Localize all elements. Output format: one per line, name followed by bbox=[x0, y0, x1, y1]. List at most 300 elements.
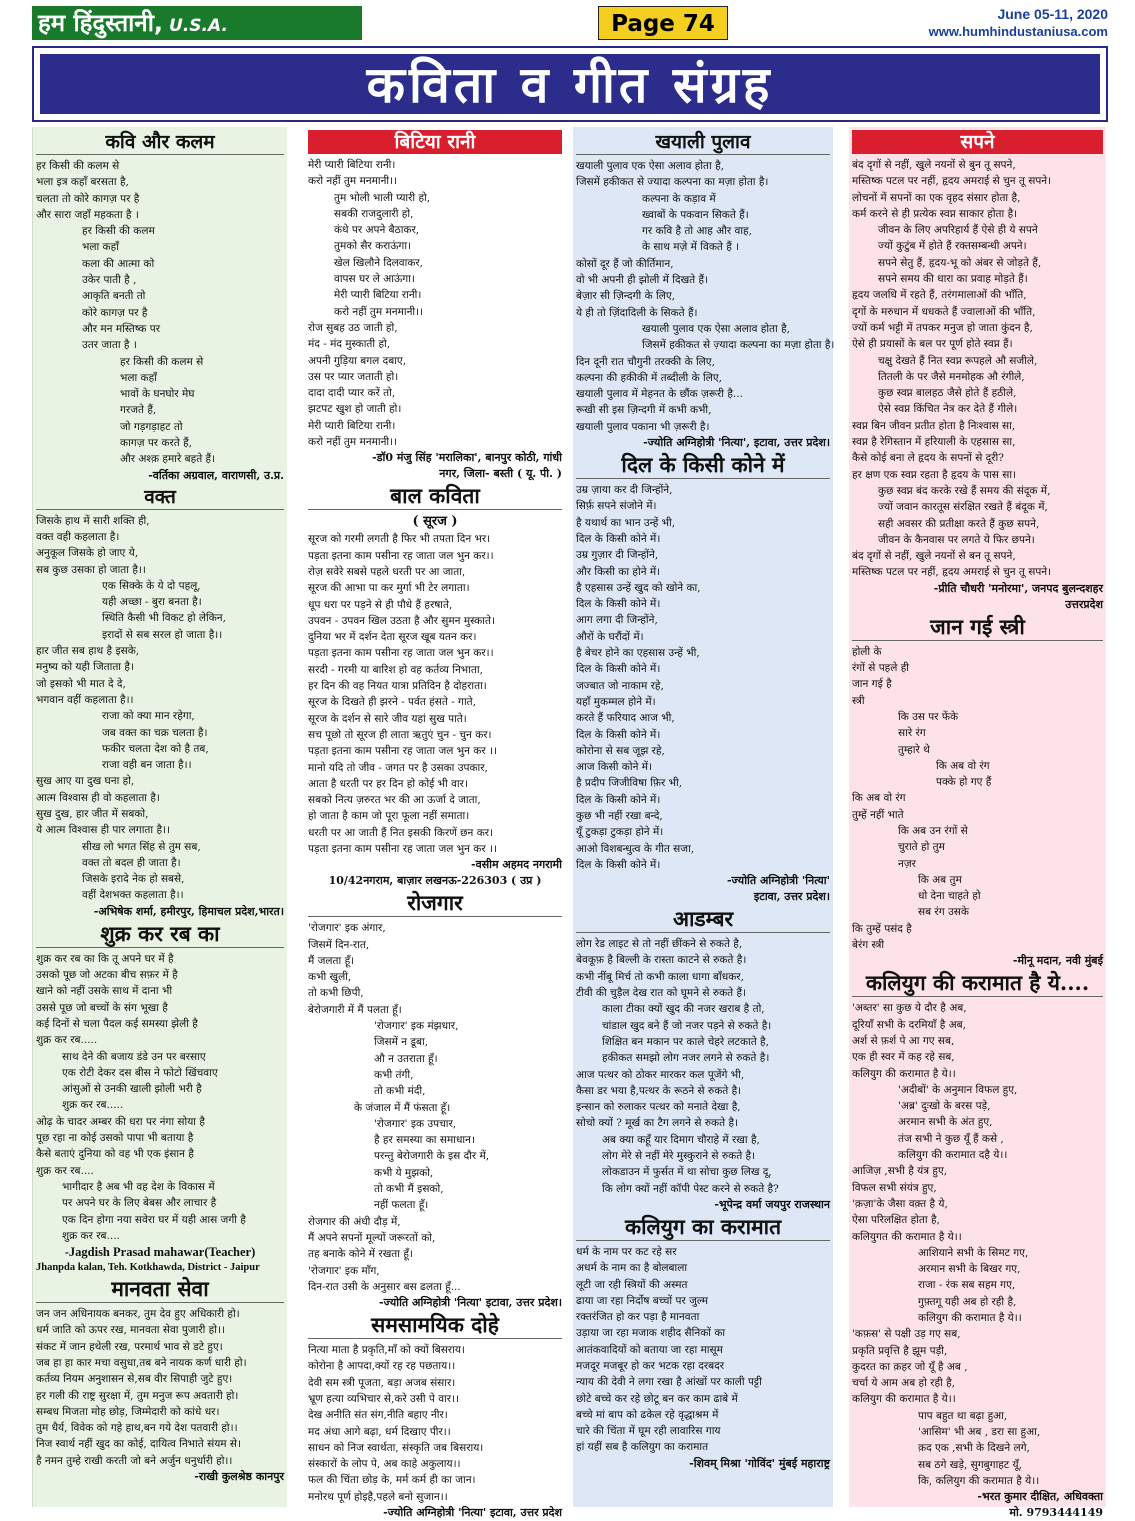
poem-author-address: इटावा, उत्तर प्रदेश। bbox=[753, 890, 830, 904]
poem-line: जिसमें हकीकत से ज़्यादा कल्पना का मज़ा होता है। bbox=[642, 339, 835, 352]
poem-line: कि उस पर फेंके bbox=[898, 710, 959, 723]
poem-line: हर क्षण एक स्वप्न रहता है हृदय के पास सा। bbox=[852, 468, 1017, 481]
poem-line: भ्रूण हत्या व्यभिचार से,करे उसी पे वार।। bbox=[308, 1393, 460, 1405]
poem-line: कल्पना के कड़ाव में bbox=[642, 192, 716, 205]
poem-line: पड़ता इतना काम पसीना रह जाता जल भुन कर ।। bbox=[308, 745, 497, 758]
poem-line: चक्षु देखते हैं नित स्वप्न रूपहले औ सजीले, bbox=[878, 354, 1038, 367]
poem-line: चुराते हो तुम bbox=[898, 841, 945, 854]
poem-line: रोज़ सवेरे सबसे पहले धरती पर आ जाता, bbox=[308, 565, 466, 578]
poem-line: मानो यदि तो जीव - जगत पर है उसका उपकार, bbox=[308, 761, 488, 774]
poem-line: औरों के घरौंदों में। bbox=[576, 630, 644, 643]
poem-kavi bbox=[36, 130, 284, 484]
poem-title: कलियुग का करामात bbox=[576, 1214, 830, 1241]
poem-line: करते हैं फरियाद आज भी, bbox=[576, 712, 675, 725]
poem-line: तितली के पर जैसे मनमोहक औ रंगीले, bbox=[878, 370, 1025, 383]
poem-waqt bbox=[36, 485, 284, 920]
poem-author: -मीनू मदान, नवी मुंबई bbox=[1012, 954, 1103, 968]
poem-title: शुक्र कर रब का bbox=[36, 921, 284, 948]
poem-dil bbox=[576, 452, 830, 905]
poem-line: सपने समय की धारा का प्रवाह मोड़ते हैं। bbox=[878, 273, 1028, 286]
poem-line: खयाली पुलाव पकाना भी ज़रूरी है। bbox=[576, 420, 710, 433]
poem-line: सिर्फ़ सपने संजोने में। bbox=[576, 500, 657, 513]
poem-line: आता है धरती पर हर दिन हो कोई भी वार। bbox=[308, 777, 468, 790]
poem-line: सब कुछ उसका हो जाता है।। bbox=[36, 563, 146, 576]
poem-line: दुनिया भर में दर्शन देता सूरज खूब यतन कर। bbox=[308, 631, 477, 644]
poem-line: वापस घर ले आऊंगा। bbox=[334, 273, 415, 286]
poem-line: है एहसास उन्हें खुद को खोने का, bbox=[576, 581, 701, 594]
poem-body bbox=[852, 1000, 1103, 1489]
poem-body bbox=[576, 1244, 830, 1456]
poem-line: एक रोटी देकर दस बीस ने फोटो खिंचवाए bbox=[62, 1066, 218, 1079]
poem-line: तुम्हें नहीं भाते bbox=[852, 808, 904, 821]
poem-line: उम्र गुज़ार दी जिन्होंने, bbox=[576, 549, 659, 562]
poem-line: छोटे बच्चे कर रहे छोटू बन कर काम ढाबे में bbox=[576, 1392, 738, 1405]
publication-name bbox=[32, 6, 362, 40]
poem-line: कंधे पर अपने बैठाकर, bbox=[334, 224, 420, 237]
poem-line: क़द एक ,सभी के दिखने लगे, bbox=[918, 1442, 1030, 1455]
poem-line: तुम्हारे थे bbox=[898, 743, 930, 756]
poem-line: भागीदार है अब भी वह देश के विकास में bbox=[62, 1180, 215, 1193]
poem-line: दादा दादी प्यार करें तो, bbox=[308, 387, 396, 400]
poem-line: चांडाल खुद बने हैं जो नजर पड़ने से रुकते है। bbox=[602, 1019, 772, 1032]
poem-line: बेरंग स्त्री bbox=[852, 939, 885, 952]
poem-title: कवि और कलम bbox=[36, 130, 284, 155]
poem-line: खयाली पुलाव में मेहनत के छौंक ज़रूरी है... bbox=[576, 388, 743, 401]
poem-line: पक्के हो गए हैं bbox=[936, 776, 992, 789]
poem-line: बंद दृगों से नहीं, खुले नयनों से बुन तू सपने, bbox=[852, 159, 1016, 171]
brand-suffix: U.S.A. bbox=[169, 16, 228, 36]
poem-baal bbox=[308, 483, 562, 889]
poem-line: इन्सान को रुलाकर पत्थर को मनाते देखा है, bbox=[576, 1101, 741, 1114]
poem-body bbox=[308, 531, 562, 857]
poem-line: 'रोजगार' इक मंझधार, bbox=[374, 1020, 459, 1033]
poem-author-address: 10/42नगराम, बाज़ार लखनऊ-226303 ( उप्र ) bbox=[328, 874, 542, 888]
poem-line: बेरोजगारी में मैं पलता हूँ। bbox=[308, 1003, 402, 1016]
column-3 bbox=[573, 127, 833, 1507]
poem-line: कई दिनों से चला पैदल कई समस्या झेली है bbox=[36, 1017, 198, 1030]
poem-line: राजा - रंक सब सहम गए, bbox=[918, 1279, 1016, 1292]
poem-line: रक्तरंजित हो कर पड़ा है मानवता bbox=[576, 1311, 700, 1324]
poem-line: उससे पूछ जो बच्चों के संग भूखा है bbox=[36, 1001, 168, 1014]
poem-line: एक सिक्के के ये दो पहलू, bbox=[102, 579, 201, 592]
poem-title: बाल कविता bbox=[308, 483, 562, 510]
poem-line: आग लगा दी जिन्होंने, bbox=[576, 614, 658, 627]
poem-line: जीवन के कैनवास पर लगते ये फिर छपने। bbox=[878, 533, 1035, 546]
poem-line: होली के bbox=[852, 645, 882, 658]
poem-line: कैसे बताएं दुनिया को वह भी एक इंसान है bbox=[36, 1148, 194, 1161]
poem-line: फकीर चलता देश को है तब, bbox=[102, 742, 209, 755]
poem-line: दिल के किसी कोने में। bbox=[576, 598, 661, 611]
poem-line: शुक्र कर रब का कि तू अपने घर में है bbox=[36, 952, 174, 965]
author-address: Jhanpda kalan, Teh. Kotkhawda, District - Jaipur bbox=[36, 1262, 260, 1274]
poem-line: कभी खुली, bbox=[308, 971, 352, 984]
poem-line: वक्त वही कहलाता है। bbox=[36, 530, 120, 543]
poem-line: सूरज के दिखते ही झरने - पर्वत हंसते - गाते, bbox=[308, 696, 477, 709]
column-4 bbox=[849, 127, 1106, 1520]
poem-line: खयाली पुलाव एक ऐसा अलाव होता है, bbox=[576, 160, 725, 172]
poem-line: कि अब वो रंग bbox=[936, 759, 990, 772]
poem-line: पड़ता इतना काम पसीना रह जाता जल भुन कर ।। bbox=[308, 842, 497, 855]
poem-line: मस्तिष्क पटल पर नहीं, हृदय अमराई से चुन तू सपने। bbox=[852, 175, 1052, 188]
poem-line: पर अपने घर के लिए बेबस और लाचार है bbox=[62, 1197, 217, 1210]
poem-rozgar bbox=[308, 890, 562, 1311]
poem-line: सीख लो भगत सिंह से तुम सब, bbox=[82, 840, 201, 853]
poem-line: दिल के किसी कोने में। bbox=[576, 793, 661, 806]
poem-body bbox=[576, 936, 830, 1197]
poem-line: जिसमें दिन-रात, bbox=[308, 938, 370, 951]
poem-line: शुक्र कर रब.... bbox=[36, 1164, 94, 1177]
poem-line: संकट में जान हथेली रख, परमार्थ भाव से डटे हुए। bbox=[36, 1340, 223, 1353]
poem-title: वक्त bbox=[36, 485, 284, 510]
masthead bbox=[32, 6, 1108, 42]
poem-author: -वसीम अहमद नगरामी bbox=[471, 858, 562, 872]
poem-line: देख अनीति संत संग,नीति बहाए नीर। bbox=[308, 1409, 448, 1422]
poem-line: धो देना चाहते हो bbox=[918, 890, 981, 903]
poem-line: नहीं फलता हूँ। bbox=[374, 1199, 429, 1212]
poem-line: तुमको सैर कराऊंगा। bbox=[334, 240, 412, 253]
poem-author: -Jagdish Prasad mahawar(Teacher) bbox=[64, 1245, 256, 1260]
poem-line: जान गई है bbox=[852, 678, 892, 691]
poem-line: सारे रंग bbox=[898, 727, 926, 740]
poem-title: समसामयिक दोहे bbox=[308, 1312, 562, 1339]
poem-kaliyug1 bbox=[576, 1214, 830, 1472]
poem-line: मनुष्य को यही जिताता है। bbox=[36, 661, 134, 674]
poem-line: स्वप्न बिन जीवन प्रतीत होता है निःश्वास सा, bbox=[852, 419, 1016, 432]
poem-line: हर दिन की वह नियत यात्रा प्रतिदिन है दोहराता। bbox=[308, 680, 487, 693]
poem-title: रोजगार bbox=[308, 890, 562, 917]
banner-background bbox=[40, 54, 1100, 114]
poem-line: नित्या माता है प्रकृति,माँ को क्यों बिसराय। bbox=[308, 1344, 465, 1357]
poem-line: दिन-रात उसी के अनुसार बस ढलता हूँ... bbox=[308, 1280, 461, 1293]
poem-line: चलता तो कोरे कागज़ पर है bbox=[36, 192, 140, 205]
poem-line: कभी नींबू मिर्च तो कभी काला धागा बाँधकर, bbox=[576, 970, 744, 983]
poem-line: करो नहीं तुम मनमानी।। bbox=[334, 305, 424, 318]
poem-line: सूरज के दर्शन से सारे जीव यहां सुख पाते। bbox=[308, 712, 467, 725]
poem-line: दिल के किसी कोने में। bbox=[576, 728, 661, 741]
poem-body bbox=[36, 513, 284, 904]
poem-line: 'कफ़स' से पक्षी उड़ गए सब, bbox=[852, 1328, 961, 1341]
poem-line: कलियुग की करामात है ये।। bbox=[852, 1067, 956, 1080]
poem-line: एक ही स्वर में कह रहे सब, bbox=[852, 1051, 955, 1064]
poem-line: 'क़ज़ा'के जैसा वक़्त है ये, bbox=[852, 1197, 948, 1210]
poem-line: खाने को नहीं उसके साथ में दाना भी bbox=[36, 985, 173, 998]
poem-line: अपनी गुड़िया बगल दबाए, bbox=[308, 354, 407, 367]
poem-line: सम्बध मिजता मोह छोड़, जिम्मेदारी को कांधे धर। bbox=[36, 1405, 220, 1418]
poem-line: ये ही तो ज़िंदादिली के सिकते हैं। bbox=[576, 306, 698, 319]
poem-line: जब हा हा कार मचा वसुधा,तब बने नायक कर्ण धारी हो। bbox=[36, 1357, 247, 1369]
poem-line: कोरोना से सब जूझ रहे, bbox=[576, 744, 665, 757]
poem-line: ज्यों कर्म भट्टी में तपकर मनुज हो जाता कुंदन है, bbox=[852, 321, 1033, 334]
poem-line: के जंजाल में मैं फंसता हूँ। bbox=[354, 1101, 451, 1114]
poem-line: भावों के घनघोर मेघ bbox=[120, 388, 195, 401]
poem-line: औ न उतराता हूँ। bbox=[374, 1052, 438, 1065]
poem-line: उम्र ज़ाया कर दी जिन्होंने, bbox=[576, 484, 673, 497]
poem-line: 'अब्र' दुःखो के बरस पड़े, bbox=[898, 1100, 991, 1113]
poem-kaliyug2 bbox=[852, 970, 1103, 1521]
poem-line: कुछ स्वप्न बंद करके रखे हैं समय की संदूक में, bbox=[878, 484, 1051, 497]
poem-line: करो नहीं तुम मनमानी।। bbox=[308, 175, 398, 188]
poem-line: टीवी की चुड़ैल देख रात को घूमने से रुकते हैं। bbox=[576, 987, 747, 1000]
poem-line: कि लोग क्यों नहीं कॉपी पेस्ट करने से रुकते है? bbox=[602, 1182, 779, 1195]
poem-line: नज़र bbox=[898, 857, 916, 870]
poem-author-address: नगर, जिला- बस्ती ( यू. पी. ) bbox=[439, 467, 562, 481]
poem-line: साथ देने की बजाय डंडे उन पर बरसाए bbox=[62, 1050, 206, 1063]
poem-line: शुक्र कर रब.... bbox=[62, 1229, 120, 1242]
poem-line: आज किसी कोने में। bbox=[576, 761, 653, 774]
poem-line: साधन को निज स्वार्थता, संस्कृति जब बिसराय। bbox=[308, 1441, 484, 1454]
poem-line: सूरज को गरमी लगती है फिर भी तपता दिन भर। bbox=[308, 533, 491, 546]
poem-line: खयाली पुलाव एक ऐसा अलाव होता है, bbox=[642, 322, 791, 335]
poem-line: हर गली की राष्ट्र सुरक्षा में, तुम मनुज रूप अवतारी हो। bbox=[36, 1389, 239, 1402]
poem-line: न्याय की देवी ने लगा रखा है आंखों पर काली पट्टी bbox=[576, 1376, 762, 1389]
poem-line: कल्पना की हकीकी में तब्दीली के लिए, bbox=[576, 371, 722, 384]
section-banner bbox=[32, 46, 1108, 122]
poem-line: कलियुग की करामात है ये।। bbox=[852, 1393, 956, 1406]
poem-line: कि, कलियुग की करामात है ये।। bbox=[918, 1474, 1040, 1487]
poem-line: निज स्वार्थ नहीं खुद का कोई, दायित्व निभाते संयम से। bbox=[36, 1438, 241, 1451]
website-link[interactable]: www.humhindustaniusa.com bbox=[928, 24, 1108, 39]
poem-line: सरदी - गरमी या बारिश हो वह कर्तव्य निभाता, bbox=[308, 663, 483, 676]
poem-line: लोग मेरे से नहीं मेरे मुस्कुराने से रुकते है। bbox=[602, 1150, 756, 1163]
poem-line: धूप धरा पर पड़ने से ही पौधे हैं हरषाते, bbox=[308, 598, 453, 611]
poem-line: हकीकत समझो लोग नजर लगने से रुकते है। bbox=[602, 1052, 770, 1065]
poem-line: स्थिति कैसी भी विकट हो लेकिन, bbox=[102, 612, 226, 625]
poem-author: -वर्तिका अग्रवाल, वाराणसी, उ.प्र. bbox=[148, 468, 284, 482]
poem-line: भला कहाँ bbox=[120, 371, 157, 384]
poem-line: मैं जलता हूँ। bbox=[308, 954, 355, 967]
poem-line: अनुकूल जिसके हो जाए ये, bbox=[36, 547, 139, 560]
poem-line: वहीं देशभक्त कहलाता है।। bbox=[82, 889, 184, 902]
poem-line: जज्बात जो नाकाम रहे, bbox=[576, 679, 664, 692]
poem-line: कुदरत का क़हर जो यूँ है अब , bbox=[852, 1360, 968, 1373]
poem-author-contact: मो. 9793444149 bbox=[1009, 1506, 1103, 1520]
poem-line: पड़ता इतना काम पसीना रह जाता जल भुन कर।। bbox=[308, 549, 494, 562]
poem-line: है हर समस्या का समाधान। bbox=[374, 1134, 475, 1147]
poem-line: मजदूर मजबूर हो कर भटक रहा दरबदर bbox=[576, 1360, 725, 1372]
poem-line: हर किसी की कलम bbox=[82, 225, 155, 238]
poem-line: कैसा डर भया है,पत्थर के रूठने से रुकते है। bbox=[576, 1084, 742, 1097]
poem-line: ये आत्म विश्वास ही पार लगाता है।। bbox=[36, 824, 171, 837]
poem-line: धरती पर आ जाती हैं नित इसकी किरणें छन कर। bbox=[308, 826, 494, 839]
poem-line: जन जन अधिनायक बनकर, तुम देव हुए अधिकारी हो। bbox=[36, 1308, 240, 1321]
poem-line: भला कहाँ bbox=[82, 241, 119, 254]
poem-line: सपने सेतु हैं, हृदय-भू को अंबर से जोड़ते हैं, bbox=[878, 256, 1042, 269]
poem-line: सबकी राजदुलारी हो, bbox=[334, 207, 414, 220]
poem-line: मद अंधा आगे बढ़ा, धर्म दिखाए पीर।। bbox=[308, 1425, 451, 1438]
poem-line: हार जीत सब हाथ है इसके, bbox=[36, 645, 140, 658]
poem-line: ऐसे स्वप्न किंचित नेत्र कर देते हैं गीले। bbox=[878, 403, 1018, 416]
poem-line: आओ विशबन्धुत्व के गीत सजा, bbox=[576, 842, 695, 855]
poem-line: बेवकूफ़ है बिल्ली के रास्ता काटने से रुकते है। bbox=[576, 954, 747, 967]
poem-line: के साथ मज़े में विकते हैं । bbox=[642, 241, 740, 254]
poem-line: संस्कारों के लोप पे, अब काहे अकुलाय।। bbox=[308, 1458, 461, 1471]
poem-title: सपने bbox=[852, 130, 1103, 154]
poem-line: आज पत्थर को ठोकर मारकर कल पूजेंगे भी, bbox=[576, 1068, 745, 1081]
poem-line: परन्तु बेरोजगारी के इस दौर में, bbox=[374, 1150, 490, 1163]
poem-line: धर्म के नाम पर कट रहे सर bbox=[576, 1245, 677, 1258]
poem-author: -राखी कुलश्रेष्ठ कानपुर bbox=[194, 1470, 284, 1484]
poem-line: यही अच्छा - बुरा बनता है। bbox=[102, 596, 202, 609]
poem-line: तो कभी छिपी, bbox=[308, 987, 364, 1000]
poem-line: कभी तंगी, bbox=[374, 1068, 414, 1081]
poem-body bbox=[308, 157, 562, 450]
poem-line: आंसुओं से उनकी खाली झोली भरी है bbox=[62, 1083, 202, 1096]
poem-line: मेरी प्यारी बिटिया रानी। bbox=[308, 419, 396, 432]
poem-line: दिल के किसी कोने में। bbox=[576, 663, 661, 676]
poem-line: रूखी सी इस ज़िन्दगी में कभी कभी, bbox=[576, 404, 712, 417]
poem-line: कला की आत्मा को bbox=[82, 257, 155, 270]
poem-line: भगवान वहीं कहलाता है।। bbox=[36, 693, 134, 706]
poem-line: 'आसिम' भी अब , डरा सा हुआ, bbox=[918, 1426, 1041, 1439]
poem-line: वो भी अपनी ही झोली में दिखते हैं। bbox=[576, 274, 709, 287]
poem-line: आकृति बनती तो bbox=[82, 290, 146, 303]
poem-line: सच पूछो तो सूरज ही लाता ऋतुएं चुन - चुन कर। bbox=[308, 728, 492, 741]
poem-body bbox=[36, 158, 284, 468]
poem-line: दृगों के मरुधान में धधकते हैं ज्वालाओं की भाँति, bbox=[852, 305, 1036, 318]
poem-line: तंज सभी ने कुछ यूँ हैं कसे , bbox=[898, 1132, 1004, 1145]
poem-line: बेज़ार सी ज़िन्दगी के लिए, bbox=[576, 290, 675, 303]
poem-line: कोसों दूर हैं जो कीर्तिमान, bbox=[576, 257, 674, 270]
poem-line: जो इसको भी मात दे दे, bbox=[36, 677, 126, 690]
poem-line: उस पर प्यार जताती हो। bbox=[308, 370, 399, 383]
poem-line: स्वप्न है रेगिस्तान में हरियाली के एहसास सा, bbox=[852, 436, 1016, 449]
poem-line: सही अवसर की प्रतीक्षा करते हैं कुछ सपने, bbox=[878, 517, 1040, 530]
poem-line: दिल के किसी कोने में। bbox=[576, 858, 661, 871]
poem-line: ज्यों कुटुंब में होते हैं रक्तसम्बन्धी अपने। bbox=[878, 240, 1027, 253]
poem-line: और सारा जहाँ महकता है । bbox=[36, 208, 139, 221]
poem-line: अधर्म के नाम का है बोलबाला bbox=[576, 1262, 688, 1275]
poem-line: कलियुग की करामात है ये।। bbox=[918, 1312, 1022, 1324]
poem-line: जिसके इरादे नेक हो सबसे, bbox=[82, 873, 185, 886]
poem-body bbox=[576, 482, 830, 873]
poem-body bbox=[308, 1342, 562, 1505]
poem-line: 'रोजगार' इक अंगार, bbox=[308, 922, 386, 935]
poem-author: -शिवम् मिश्रा 'गोविंद' मुंबई महाराष्ट्र bbox=[689, 1456, 830, 1470]
poem-line: इरादों से सब सरल हो जाता है।। bbox=[102, 628, 223, 641]
section-title: कविता व गीत संग्रह bbox=[366, 56, 774, 114]
poem-line: तुम धैर्य, विवेक को गहे हाथ,बन गये देश पतवारी हो।। bbox=[36, 1422, 238, 1435]
poem-body bbox=[36, 1306, 284, 1469]
poem-body bbox=[36, 951, 284, 1244]
poem-line: कलियुगत की करामात है ये।। bbox=[852, 1230, 962, 1243]
poem-line: उतर जाता है । bbox=[82, 339, 137, 352]
poem-line: फल की चिंता छोड़ के, मर्म कर्म ही का जान। bbox=[308, 1474, 476, 1487]
poem-line: है यथार्थ का भान उन्हें भी, bbox=[576, 516, 676, 529]
poem-line: कोरोना है आपदा,क्यों रह रह पछताय।। bbox=[308, 1360, 456, 1373]
poem-line: कोरे कागज़ पर है bbox=[82, 306, 148, 319]
poem-line: ज्यों जवान कारतूस संरक्षित रखते हैं बंदूक में, bbox=[878, 501, 1048, 514]
poem-line: झटपट खुश हो जाती हो। bbox=[308, 403, 402, 416]
poem-line: कागज़ पर करते हैं, bbox=[120, 437, 193, 450]
poem-line: पड़ता इतना काम पसीना रह जाता जल भुन कर।। bbox=[308, 647, 494, 660]
page-number: Page 74 bbox=[598, 6, 728, 40]
poem-line: ढाया जा रहा निर्दोष बच्चों पर जुल्म bbox=[576, 1294, 709, 1307]
poem-line: शुक्र कर रब..... bbox=[36, 1034, 98, 1047]
poem-line: तुम भोली भाली प्यारी हो, bbox=[334, 191, 431, 204]
poem-line: रंगों से पहले ही bbox=[852, 662, 909, 675]
poem-line: सुख आए या दुख घना हो, bbox=[36, 775, 135, 788]
poem-line: 'रोजगार' इक उपचार, bbox=[374, 1117, 457, 1130]
poem-line: करो नहीं तुम मनमानी।। bbox=[308, 436, 398, 449]
poem-line: अब क्या कहूँ यार दिमाग चौराहे में रखा है, bbox=[602, 1133, 760, 1146]
poem-line: जिसमें हकीकत से ज्यादा कल्पना का मज़ा होता है। bbox=[576, 176, 769, 189]
poem-line: जिसमें न डूबा, bbox=[374, 1036, 429, 1049]
issue-date: June 05-11, 2020 bbox=[997, 6, 1108, 22]
poem-line: सब ठगे खड़े, सुगबुगाहट यूँ, bbox=[918, 1458, 1022, 1471]
poem-author: -ज्योति अग्निहोत्री 'नित्या' इटावा, उत्तर प्रदेश। bbox=[379, 1296, 562, 1310]
poem-line: 'अदीबों' के अनुमान विफल हुए, bbox=[898, 1083, 1018, 1096]
poem-line: गरजते हैं, bbox=[120, 404, 157, 417]
poem-line: सब रंग उसके bbox=[918, 906, 969, 919]
poem-line: ख्वाबों के पकवान सिकते हैं। bbox=[642, 208, 749, 221]
poem-line: सबको नित्य ज़रुरत भर की आ ऊर्जा दे जाता, bbox=[308, 794, 481, 807]
poem-line: रोज सुबह उठ जाती हो, bbox=[308, 321, 398, 334]
poem-body bbox=[308, 920, 562, 1295]
poem-line: काला टीका क्यों खुद की नजर खराब है तो, bbox=[602, 1003, 765, 1016]
poem-line: है बेचर होने का एहसास उन्हें भी, bbox=[576, 647, 700, 660]
poem-line: शिक्षित बन मकान पर काले चेहरे लटकाते है, bbox=[602, 1035, 769, 1048]
poem-line: आशियाने सभी के सिमट गए, bbox=[918, 1246, 1029, 1259]
poem-subtitle: ( सूरज ) bbox=[412, 514, 458, 530]
poem-line: पूछ रहा ना कोई उसको पापा भी बताया है bbox=[36, 1132, 194, 1145]
poem-line: उकेर पाती है , bbox=[82, 274, 137, 287]
poem-line: है प्रदीप जिजीविषा फ़िर भी, bbox=[576, 777, 683, 790]
poem-line: हर किसी की कलम से bbox=[36, 160, 120, 172]
poem-line: चारे की चिंता में घूम रही लावारिस गाय bbox=[576, 1425, 721, 1438]
poem-title: जान गई स्त्री bbox=[852, 614, 1103, 641]
poem-line: कैसे कोई बना ले हृदय के सपनों से दूरी? bbox=[852, 452, 1004, 465]
poem-line: लोग रेड लाइट से तो नहीं छींकने से रुकते है, bbox=[576, 938, 743, 951]
poem-author: -भूपेन्द्र वर्मा जयपुर राजस्थान bbox=[714, 1197, 830, 1211]
poem-line: राजा वही बन जाता है।। bbox=[102, 759, 192, 772]
poem-line: सुख दुख, हार जीत में सबको, bbox=[36, 807, 149, 820]
poem-line: गुफ़्तगू यही अब हो रही है, bbox=[918, 1295, 1017, 1308]
poem-line: हां यहीं सब है कलियुग का करामात bbox=[576, 1441, 709, 1454]
poem-line: 'अब्तर' सा कुछ ये दौर है अब, bbox=[852, 1002, 967, 1015]
poem-line: पाप बहुत था बढ़ा हुआ, bbox=[918, 1409, 1008, 1422]
poem-title: आडम्बर bbox=[576, 906, 830, 933]
poem-shukr bbox=[36, 921, 284, 1275]
poem-body bbox=[852, 644, 1103, 954]
poem-line: रोजगार की अंधी दौड़ में, bbox=[308, 1215, 401, 1228]
poem-line: स्त्री bbox=[852, 694, 865, 707]
poem-line: हर किसी की कलम से bbox=[120, 355, 204, 368]
poem-line: जो गड़गड़ाहट तो bbox=[120, 420, 183, 433]
poem-author: -ज्योति अग्निहोत्री 'नित्या' इटावा, उत्तर प्रदेश bbox=[383, 1506, 562, 1520]
column-2 bbox=[305, 127, 565, 1520]
poem-body bbox=[576, 158, 835, 435]
poem-author-address: उत्तरप्रदेश bbox=[1065, 597, 1103, 611]
poem-line: कर्म करने से ही प्रत्येक स्वप्न साकार होता है। bbox=[852, 207, 1018, 220]
poem-line: कि अब तुम bbox=[918, 873, 962, 886]
issue-info bbox=[929, 6, 1108, 40]
poem-line: सोचो क्यों ? मूर्ख का टैग लगने से रुकते है। bbox=[576, 1117, 738, 1130]
poem-author: -भरत कुमार दीक्षित, अधिवक्ता bbox=[977, 1490, 1103, 1504]
poem-author: -अभिषेक शर्मा, हमीरपुर, हिमाचल प्रदेश,भारत। bbox=[93, 904, 284, 918]
column-1 bbox=[32, 127, 287, 1507]
poem-line: कुछ स्वप्न बालहठ जैसे होते हैं हठीले, bbox=[878, 387, 1017, 400]
poem-author: -डॉ0 मंजु सिंह 'मरालिका', बानपुर कोठी, गांधी bbox=[372, 451, 562, 465]
poem-line: आत्म विश्वास ही वो कहलाता है। bbox=[36, 791, 160, 804]
poem-sapne bbox=[852, 130, 1103, 613]
poem-line: जिसके हाथ में सारी शक्ति ही, bbox=[36, 514, 150, 527]
poem-line: तो कभी मंदी, bbox=[374, 1085, 426, 1098]
poem-title: कलियुग की करामात है ये.... bbox=[852, 970, 1103, 997]
poem-line: दिन दूनी रात चौगुनी तरक्की के लिए, bbox=[576, 355, 715, 368]
poem-line: आजिज़ ,सभी है यंत्र हुए, bbox=[852, 1165, 948, 1178]
poem-line: और किसी का होने में। bbox=[576, 565, 661, 578]
poem-line: बच्चे मां बाप को ढकेल रहे वृद्धाश्रम में bbox=[576, 1408, 719, 1421]
